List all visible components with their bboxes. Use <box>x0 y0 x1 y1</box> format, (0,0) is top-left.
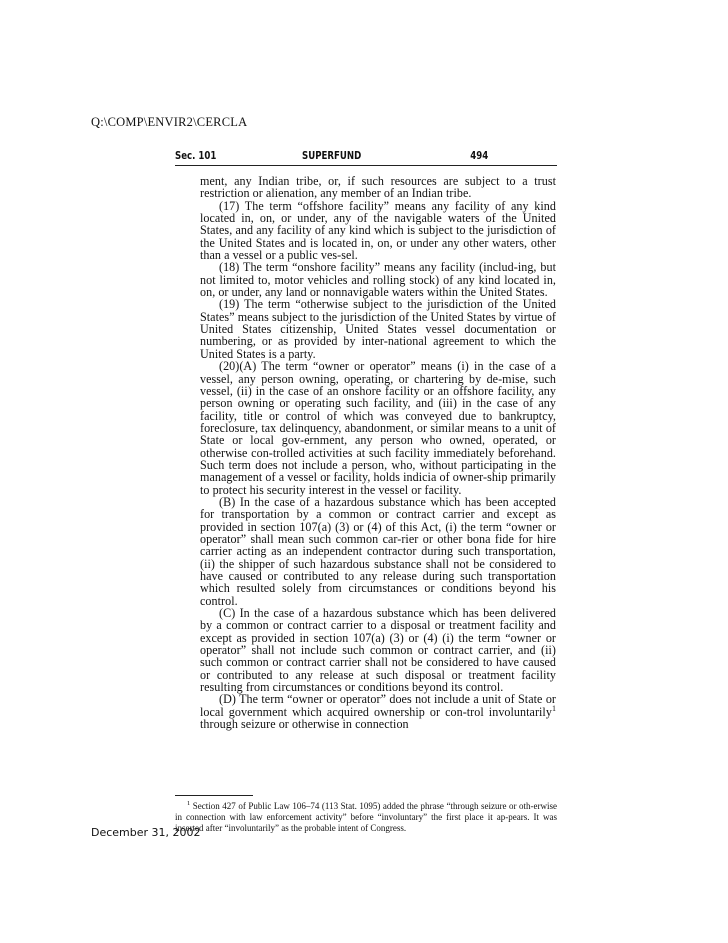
footnote-rule <box>175 795 253 796</box>
header-rule <box>175 165 557 166</box>
page-number: 494 <box>470 150 489 162</box>
footnote <box>175 798 557 834</box>
paragraph: (19) The term “otherwise subject to the jurisdiction of the United States” means subject to the jurisdiction of the United States by virtue of United States citizenship, United States vessel documentation or numbering, or as provided by inter-national agreement to which the United States is a party. <box>200 297 556 361</box>
footnote-marker: 1 <box>187 800 191 807</box>
print-date: December 31, 2002 <box>91 826 201 839</box>
paragraph: (C) In the case of a hazardous substance which has been delivered by a common or contract carrier to a disposal or treatment facility and except as provided in section 107(a) (3) or (4) (i) the term “owner or operator” shall not include such common or contract carrier, and (ii) such common or contract carrier shall not be considered to have caused or contributed to any release at such disposal or treatment facility resulting from circumstances or conditions beyond its control. <box>200 606 556 695</box>
section-number: Sec. 101 <box>175 150 217 162</box>
paragraph: (20)(A) The term “owner or operator” means (i) in the case of a vessel, any person owning, operating, or chartering by de-mise, such vessel, (ii) in the case of an onshore facility or an offshore facility, any person owning or operating such facility, and (iii) in the case of any facility, title or control of which was conveyed due to bankruptcy, foreclosure, tax delinquency, abandonment, or similar means to a unit of State or local gov-ernment, any person who owned, operated, or otherwise con-trolled activities at such facility immediately beforehand. Such term does not include a person, who, without participating in the management of a vessel or facility, holds indicia of owner-ship primarily to protect his security interest in the vessel or facility. <box>200 359 556 497</box>
footnote-text: Section 427 of Public Law 106–74 (113 Stat. 1095) added the phrase “through seizure or oth-erwise in connection with law enforcement activity” before “involuntary” the first place it ap-pears. It was inserted after “involuntarily” as the probable intent of Congress. <box>175 801 557 833</box>
paragraph-text: (D) The term “owner or operator” does not include a unit of State or local government which acquired ownership or con-trol involuntarily <box>200 692 556 719</box>
paragraph: (B) In the case of a hazardous substance which has been accepted for transportation by a common or contract carrier and except as provided in section 107(a) (3) or (4) of this Act, (i) the term “owner or operator” shall mean such common car-rier or other bona fide for hire carrier acting as an independent contractor during such transportation, (ii) the shipper of such hazardous substance shall not be considered to have caused or contributed to any release during such transportation which resulted solely from circumstances or conditions beyond his control. <box>200 494 556 608</box>
body-text <box>200 175 556 730</box>
paragraph-last <box>200 693 556 730</box>
paragraph-text: through seizure or otherwise in connection <box>200 717 409 732</box>
paragraph: ment, any Indian tribe, or, if such resources are subject to a trust restriction or alienation, any member of an Indian tribe. <box>200 174 556 201</box>
file-path: Q:\COMP\ENVIR2\CERCLA <box>91 115 248 129</box>
paragraph: (18) The term “onshore facility” means any facility (includ-ing, but not limited to, motor vehicles and rolling stock) of any kind located in, on, or under, any land or nonnavigable waters within the United States. <box>200 260 556 300</box>
header-title: SUPERFUND <box>301 150 362 162</box>
paragraph: (17) The term “offshore facility” means any facility of any kind located in, on, or under, any of the navigable waters of the United States, and any facility of any kind which is subject to the jurisdiction of the United States and is located in, on, or under any other waters, other than a vessel or a public ves-sel. <box>200 198 556 263</box>
footnote-reference: 1 <box>551 703 556 713</box>
running-header <box>175 150 488 166</box>
